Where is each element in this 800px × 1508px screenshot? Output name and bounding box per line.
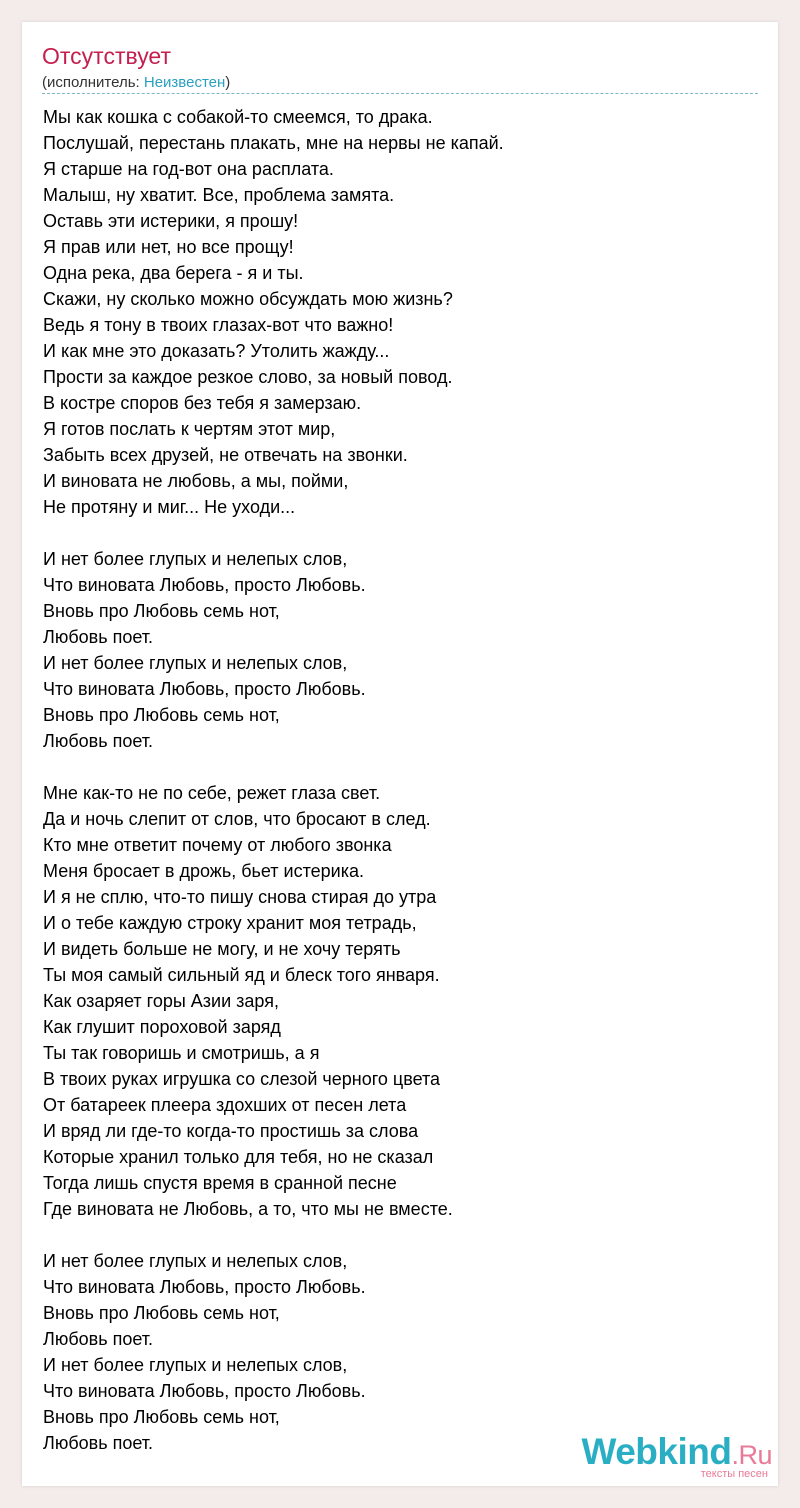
lyric-line: Прости за каждое резкое слово, за новый повод. <box>43 367 453 387</box>
lyric-line: В твоих руках игрушка со слезой черного цвета <box>43 1069 441 1089</box>
lyric-line: И о тебе каждую строку хранит моя тетрадь, <box>43 913 417 933</box>
webkind-logo[interactable] <box>581 1433 772 1480</box>
lyric-line: Как глушит пороховой заряд <box>43 1017 281 1037</box>
stanza-gap <box>43 754 504 780</box>
performer-line <box>42 73 230 93</box>
lyric-line: Любовь поет. <box>43 1433 153 1453</box>
lyric-line: Вновь про Любовь семь нот, <box>43 1303 280 1323</box>
lyric-line: Ведь я тону в твоих глазах-вот что важно! <box>43 315 394 335</box>
lyric-line: Любовь поет. <box>43 731 153 751</box>
lyric-line: Я старше на год-вот она расплата. <box>43 159 334 179</box>
lyric-line: Что виновата Любовь, просто Любовь. <box>43 1381 366 1401</box>
lyric-line: Вновь про Любовь семь нот, <box>43 705 280 725</box>
lyric-line: Тогда лишь спустя время в сранной песне <box>43 1173 397 1193</box>
lyric-line: В костре споров без тебя я замерзаю. <box>43 393 362 413</box>
lyric-line: И видеть больше не могу, и не хочу терять <box>43 939 401 959</box>
lyric-line: И нет более глупых и нелепых слов, <box>43 653 348 673</box>
lyric-line: Что виновата Любовь, просто Любовь. <box>43 1277 366 1297</box>
lyric-line: Малыш, ну хватит. Все, проблема замята. <box>43 185 395 205</box>
lyric-line: Любовь поет. <box>43 627 153 647</box>
performer-prefix: (исполнитель: <box>42 74 144 91</box>
lyric-line: Вновь про Любовь семь нот, <box>43 1407 280 1427</box>
lyric-line: От батареек плеера здохших от песен лета <box>43 1095 407 1115</box>
lyric-line: И виновата не любовь, а мы, пойми, <box>43 471 349 491</box>
performer-link[interactable]: Неизвестен <box>143 74 226 91</box>
lyrics-body <box>43 104 504 1456</box>
lyrics-card <box>22 22 778 1486</box>
lyric-line: И я не сплю, что-то пишу снова стирая до утра <box>43 887 437 907</box>
lyric-line: Да и ночь слепит от слов, что бросают в след. <box>43 809 431 829</box>
lyric-line: Мы как кошка с собакой-то смеемся, то драка. <box>43 107 433 127</box>
lyric-line: Я прав или нет, но все прощу! <box>43 237 294 257</box>
lyric-line: Мне как-то не по себе, режет глаза свет. <box>43 783 381 803</box>
lyric-line: Забыть всех друзей, не отвечать на звонки. <box>43 445 408 465</box>
lyric-line: Любовь поет. <box>43 1329 153 1349</box>
song-title: Отсутствует <box>42 43 171 69</box>
logo-domain: .Ru <box>731 1440 772 1470</box>
lyric-line: И нет более глупых и нелепых слов, <box>43 1251 348 1271</box>
logo-tagline: тексты песен <box>700 1468 768 1480</box>
lyric-line: Я готов послать к чертям этот мир, <box>43 419 336 439</box>
lyric-line: Что виновата Любовь, просто Любовь. <box>43 575 366 595</box>
lyric-line: И нет более глупых и нелепых слов, <box>43 549 348 569</box>
lyric-line: Где виновата не Любовь, а то, что мы не вместе. <box>43 1199 453 1219</box>
lyric-line: Ты так говоришь и смотришь, а я <box>43 1043 320 1063</box>
stanza-gap <box>43 520 504 546</box>
performer-suffix: ) <box>225 74 231 91</box>
lyric-line: Кто мне ответит почему от любого звонка <box>43 835 392 855</box>
lyric-line: И как мне это доказать? Утолить жажду... <box>43 341 390 361</box>
lyric-line: Которые хранил только для тебя, но не сказал <box>43 1147 434 1167</box>
lyric-line: Одна река, два берега - я и ты. <box>43 263 304 283</box>
lyric-line: Как озаряет горы Азии заря, <box>43 991 279 1011</box>
lyric-line: Ты моя самый сильный яд и блеск того января. <box>43 965 440 985</box>
lyric-line: Меня бросает в дрожь, бьет истерика. <box>43 861 365 881</box>
title-divider <box>42 93 758 94</box>
logo-brand: Webkind <box>581 1431 732 1472</box>
lyric-line: Послушай, перестань плакать, мне на нервы не капай. <box>43 133 504 153</box>
stanza-gap <box>43 1222 504 1248</box>
lyric-line: И вряд ли где-то когда-то простишь за слова <box>43 1121 419 1141</box>
lyric-line: Что виновата Любовь, просто Любовь. <box>43 679 366 699</box>
lyric-line: Вновь про Любовь семь нот, <box>43 601 280 621</box>
lyric-line: Оставь эти истерики, я прошу! <box>43 211 299 231</box>
lyric-line: Не протяну и миг... Не уходи... <box>43 497 296 517</box>
lyric-line: Скажи, ну сколько можно обсуждать мою жизнь? <box>43 289 453 309</box>
lyric-line: И нет более глупых и нелепых слов, <box>43 1355 348 1375</box>
